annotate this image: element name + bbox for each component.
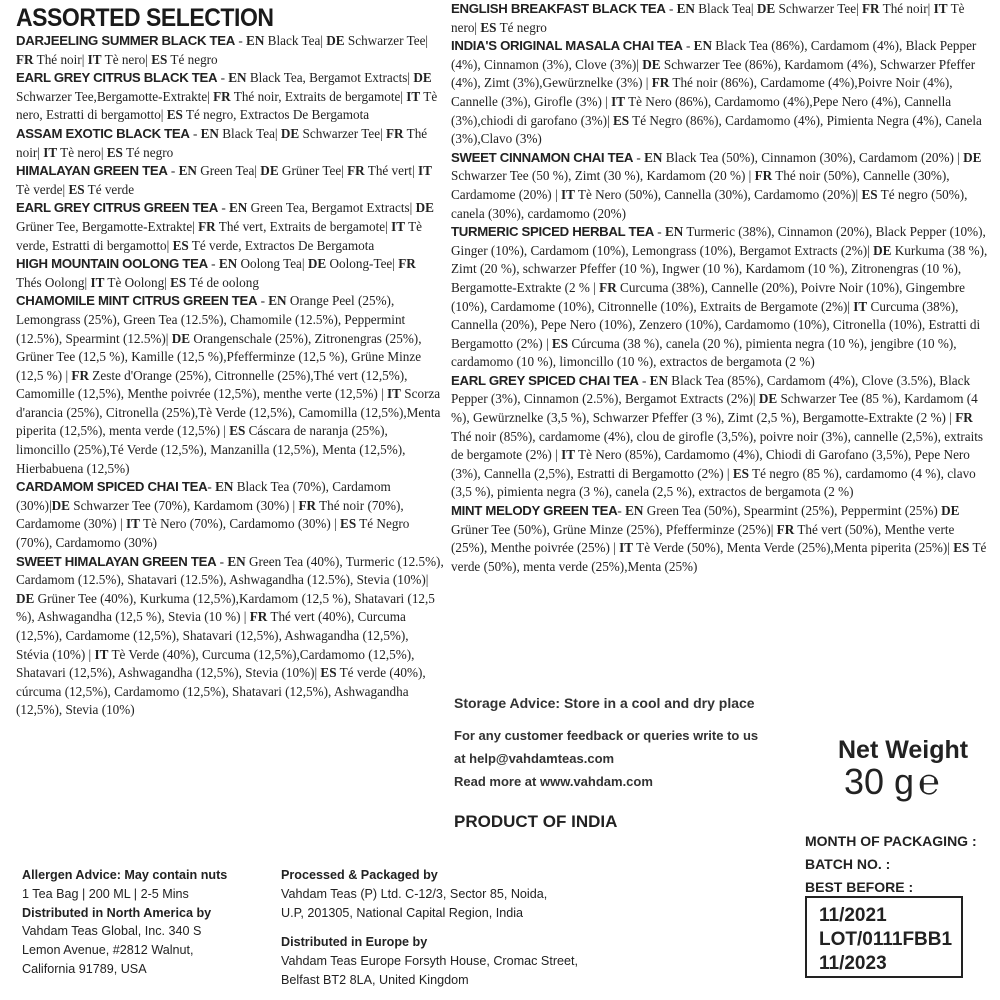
tea-name: HIMALAYAN GREEN TEA: [16, 163, 168, 179]
tea-list-right: [451, 0, 989, 576]
processed-label: Processed & Packaged by: [281, 868, 438, 882]
contact-line: For any customer feedback or queries write to us: [454, 728, 759, 743]
left-column: [16, 0, 444, 720]
tea-name: MINT MELODY GREEN TEA: [451, 503, 618, 519]
best-before-date: 11/2023: [819, 953, 887, 974]
tea-ingredients: - EN Black Tea (70%), Cardamom (30%)|DE Schwarzer Tee (70%), Kardamom (30%) | FR Thé noir (70%), Cardamome (30%) | IT Tè Nero (70%), Cardamomo (30%) | ES Té Negro (70%), Cardamomo (30%): [16, 479, 410, 551]
tea-entry: [451, 37, 989, 149]
distributed-na-line: Lemon Avenue, #2812 Walnut,: [22, 943, 194, 958]
tea-name: TURMERIC SPICED HERBAL TEA: [451, 224, 654, 240]
distributed-eu-line: Vahdam Teas Europe Forsyth House, Cromac Street,: [281, 953, 579, 968]
estimated-sign-icon: ℮: [918, 761, 940, 802]
tea-ingredients: - EN Green Tea| DE Grüner Tee| FR Thé vert| IT Tè verde| ES Té verde: [16, 163, 432, 197]
tea-entry: [451, 223, 989, 372]
tea-name: DARJEELING SUMMER BLACK TEA: [16, 33, 236, 48]
processed-line: U.P, 201305, National Capital Region, India: [281, 905, 524, 920]
tea-ingredients: - EN Black Tea (85%), Cardamom (4%), Clove (3.5%), Black Pepper (3%), Cinnamon (2.5%), Bergamot Extracts (2%)| DE Schwarzer Tee (85 %), Kardamom (4 %), Gewürznelke (3,5 %), Schwarzer Pfeffer (3 %), Zimt (2,5 %), Bergamotte-Extrakte (2 %) | FR Thé noir (85%), cardamome (4%), clou de girofle (3,5%), poivre noir (3%), cannelle (2,5%), extraits de bergamote (2%) | IT Tè Nero (85%), Cardamomo (4%), Chiodi di Garofano (3,5%), Pepe Nero (3%), Cannella (2,5%), Estratti di Bergamotto (2%) | ES Té negro (85 %), cardamomo (4 %), clavo (3,5 %), pimienta negra (3 %), canela (2,5 %), extractos de bergamota (2 %): [451, 372, 984, 500]
best-before-label: BEST BEFORE :: [805, 879, 914, 895]
tea-ingredients: - EN Black Tea| DE Schwarzer Tee| FR Thé noir| IT Tè nero| ES Té negro: [16, 33, 429, 67]
tea-entry: [16, 292, 444, 478]
processed-packaged: [281, 866, 641, 922]
contact-info: [454, 724, 758, 793]
packaging-month: 11/2021: [819, 905, 887, 926]
month-of-packaging-label: MONTH OF PACKAGING :: [805, 833, 977, 849]
tea-name: SWEET CINNAMON CHAI TEA: [451, 149, 634, 165]
tea-entry: [16, 255, 444, 292]
allergen-text: May contain nuts: [120, 868, 228, 882]
tea-name: HIGH MOUNTAIN OOLONG TEA: [16, 256, 208, 272]
net-weight-value: 30 g: [844, 761, 915, 802]
tea-name: SWEET HIMALAYAN GREEN TEA: [16, 553, 217, 569]
tea-ingredients: - EN Oolong Tea| DE Oolong-Tee| FR Thés Oolong| IT Tè Oolong| ES Té de oolong: [16, 256, 416, 290]
tea-entry: [16, 162, 444, 199]
net-weight: [838, 736, 968, 803]
tea-entry: [16, 553, 444, 720]
tea-name: CHAMOMILE MINT CITRUS GREEN TEA: [16, 293, 258, 309]
tea-ingredients: - EN Green Tea (40%), Turmeric (12.5%), Cardamom (12.5%), Shatavari (12.5%), Ashwagandha (12.5%), Stevia (10%)| DE Grüner Tee (40%), Kurkuma (12,5%),Kardamom (12,5 %), Shatavari (12,5 %), Ashwagandha (12,5 %), Stevia (10 %) | FR Thé vert (40%), Curcuma (12,5%), Cardamome (12,5%), Shatavari (12,5%), Ashwagandha (12,5%), Stévia (10%) | IT Tè Verde (40%), Curcuma (12,5%),Cardamomo (12,5%), Shatavari (12,5%), Ashwagandha (12,5%), Stevia (10%)| ES Té verde (40%), cúrcuma (12,5%), Cardamomo (12,5%), Shatavari (12,5%), Ashwagandha (12,5%), Stevia (10%): [16, 553, 444, 718]
tea-entry: [16, 69, 444, 125]
distributed-na-line: Vahdam Teas Global, Inc. 340 S: [22, 924, 202, 939]
tea-name: EARL GREY SPICED CHAI TEA: [451, 372, 639, 388]
tea-name: EARL GREY CITRUS GREEN TEA: [16, 200, 219, 216]
tea-entry: [451, 372, 989, 502]
tea-list-left: [16, 32, 444, 720]
tea-entry: [16, 199, 444, 255]
right-column: [451, 0, 989, 576]
net-weight-label: Net Weight: [838, 736, 969, 764]
processed-line: Vahdam Teas (P) Ltd. C-12/3, Sector 85, Noida,: [281, 886, 548, 901]
tea-ingredients: - EN Black Tea| DE Schwarzer Tee| FR Thé noir| IT Tè nero| ES Té negro: [451, 1, 965, 35]
tea-ingredients: - EN Black Tea, Bergamot Extracts| DE Schwarzer Tee,Bergamotte-Extrakte| FR Thé noir, Extraits de bergamote| IT Tè nero, Estratti di bergamotto| ES Té negro, Extractos De Bergamota: [16, 70, 438, 123]
tea-ingredients: - EN Black Tea (86%), Cardamom (4%), Black Pepper (4%), Cinnamon (3%), Clove (3%)| DE Schwarzer Tee (86%), Kardamom (4%), Schwarzer Pfeffer (4%), Zimt (3%),Gewürznelke (3%) | FR Thé noir (86%), Cardamome (4%),Poivre Noir (4%), Cannelle (3%), Girofle (3%) | IT Tè Nero (86%), Cardamomo (4%),Pepe Nero (4%), Cannella (3%),chiodi di garofano (3%)| ES Té Negro (86%), Cardamomo (4%), Pimienta Negra (4%), Canela (3%),Clavo (3%): [451, 38, 982, 147]
distributed-eu-label: Distributed in Europe by: [281, 935, 428, 949]
distributed-eu-line: Belfast BT2 8LA, United Kingdom: [281, 972, 469, 987]
brew-instructions: 1 Tea Bag | 200 ML | 2-5 Mins: [22, 886, 189, 901]
tea-ingredients: - EN Orange Peel (25%), Lemongrass (25%), Green Tea (12.5%), Chamomile (12.5%), Peppermint (12.5%), Spearmint (12.5%)| DE Orangenschale (25%), Zitronengras (25%), Grüner Tee (12,5 %), Kamille (12,5 %),Pfefferminze (12,5 %), Grüne Minze (12,5 %) | FR Zeste d'Orange (25%), Citronnelle (25%),Thé vert (12,5%), Camomille (12,5%), Menthe poivrée (12,5%), menthe verte (12,5%) | IT Scorza d'arancia (25%), Citronella (25%),Tè Verde (12,5%), Camomilla (12,5%),Menta piperita (12,5%), menta verde (12,5%) | ES Cáscara de naranja (25%), limoncillo (25%),Té Verde (12,5%), Manzanilla (12,5%), Menta (12,5%), Hierbabuena (12,5%): [16, 293, 441, 476]
allergen-distribution-na: [22, 866, 277, 979]
distributed-europe: [281, 933, 661, 989]
contact-email: at help@vahdamteas.com: [454, 751, 615, 766]
tea-entry: [16, 478, 444, 552]
tea-ingredients: - EN Green Tea, Bergamot Extracts| DE Grüner Tee, Bergamotte-Extrakte| FR Thé vert, Extraits de bergamote| IT Tè verde, Estratti di bergamotto| ES Té verde, Extractos De Bergamota: [16, 200, 434, 253]
tea-name: EARL GREY CITRUS BLACK TEA: [16, 70, 218, 86]
packaging-labels: [805, 830, 977, 899]
batch-number: LOT/0111FBB1: [819, 929, 953, 950]
tea-ingredients: - EN Turmeric (38%), Cinnamon (20%), Black Pepper (10%), Ginger (10%), Cardamom (10%), Lemongrass (10%), Bergamot Extracts (2%)| DE Kurkuma (38 %), Zimt (20 %), schwarzer Pfeffer (10 %), Ingwer (10 %), Kardamom (10 %), Zitronengras (10 %), Bergamotte-Extrakte (2 % | FR Curcuma (38%), Cannelle (20%), Poivre Noir (10%), Gingembre (10%), Cardamome (10%), Citronnelle (10%), Extraits de Bergamote (2%)| IT Curcuma (38%), Cannella (20%), Pepe Nero (10%), Zenzero (10%), Cardamomo (10%), Citronella (10%), Estratti di Bergamotto (2%) | ES Cúrcuma (38 %), canela (20 %), pimienta negra (10 %), jengibre (10 %), cardamomo (10 %), limoncillo (10 %), extractos de bergamota (2 %): [451, 224, 988, 370]
tea-entry: [451, 0, 989, 37]
tea-entry: [16, 125, 444, 162]
tea-ingredients: - EN Black Tea| DE Schwarzer Tee| FR Thé noir| IT Tè nero| ES Té negro: [16, 125, 428, 160]
contact-website: Read more at www.vahdam.com: [454, 774, 653, 789]
tea-name: CARDAMOM SPICED CHAI TEA: [16, 479, 208, 495]
tea-entry: [451, 149, 989, 223]
batch-label: BATCH NO. :: [805, 856, 891, 872]
product-of-india: PRODUCT OF INDIA: [454, 812, 618, 831]
tea-name: INDIA'S ORIGINAL MASALA CHAI TEA: [451, 38, 683, 54]
section-title: ASSORTED SELECTION: [16, 4, 274, 32]
tea-name: ENGLISH BREAKFAST BLACK TEA: [451, 1, 666, 16]
packaging-box: [805, 896, 963, 978]
allergen-label: Allergen Advice:: [22, 868, 121, 882]
tea-ingredients: - EN Black Tea (50%), Cinnamon (30%), Cardamom (20%) | DE Schwarzer Tee (50 %), Zimt (30 %), Kardamom (20 %) | FR Thé noir (50%), Cannelle (30%), Cardamome (20%) | IT Tè Nero (50%), Cannella (30%), Cardamomo (20%)| ES Té negro (50%), canela (30%), cardamomo (20%): [451, 149, 982, 221]
tea-ingredients: - EN Green Tea (50%), Spearmint (25%), Peppermint (25%) DE Grüner Tee (50%), Grüne Minze (25%), Pfefferminze (25%)| FR Thé vert (50%), Menthe verte (25%), Menthe poivrée (25%) | IT Tè Verde (50%), Menta Verde (25%),Menta piperita (25%)| ES Té verde (50%), menta verde (25%),Menta (25%): [451, 503, 987, 574]
tea-entry: [16, 32, 444, 69]
storage-advice: Storage Advice: Store in a cool and dry place: [454, 695, 755, 711]
tea-entry: [451, 502, 989, 576]
distributed-na-line: California 91789, USA: [22, 961, 147, 976]
distributed-na-label: Distributed in North America by: [22, 905, 212, 920]
allergen-advice: [22, 866, 277, 885]
tea-name: ASSAM EXOTIC BLACK TEA: [16, 125, 190, 141]
